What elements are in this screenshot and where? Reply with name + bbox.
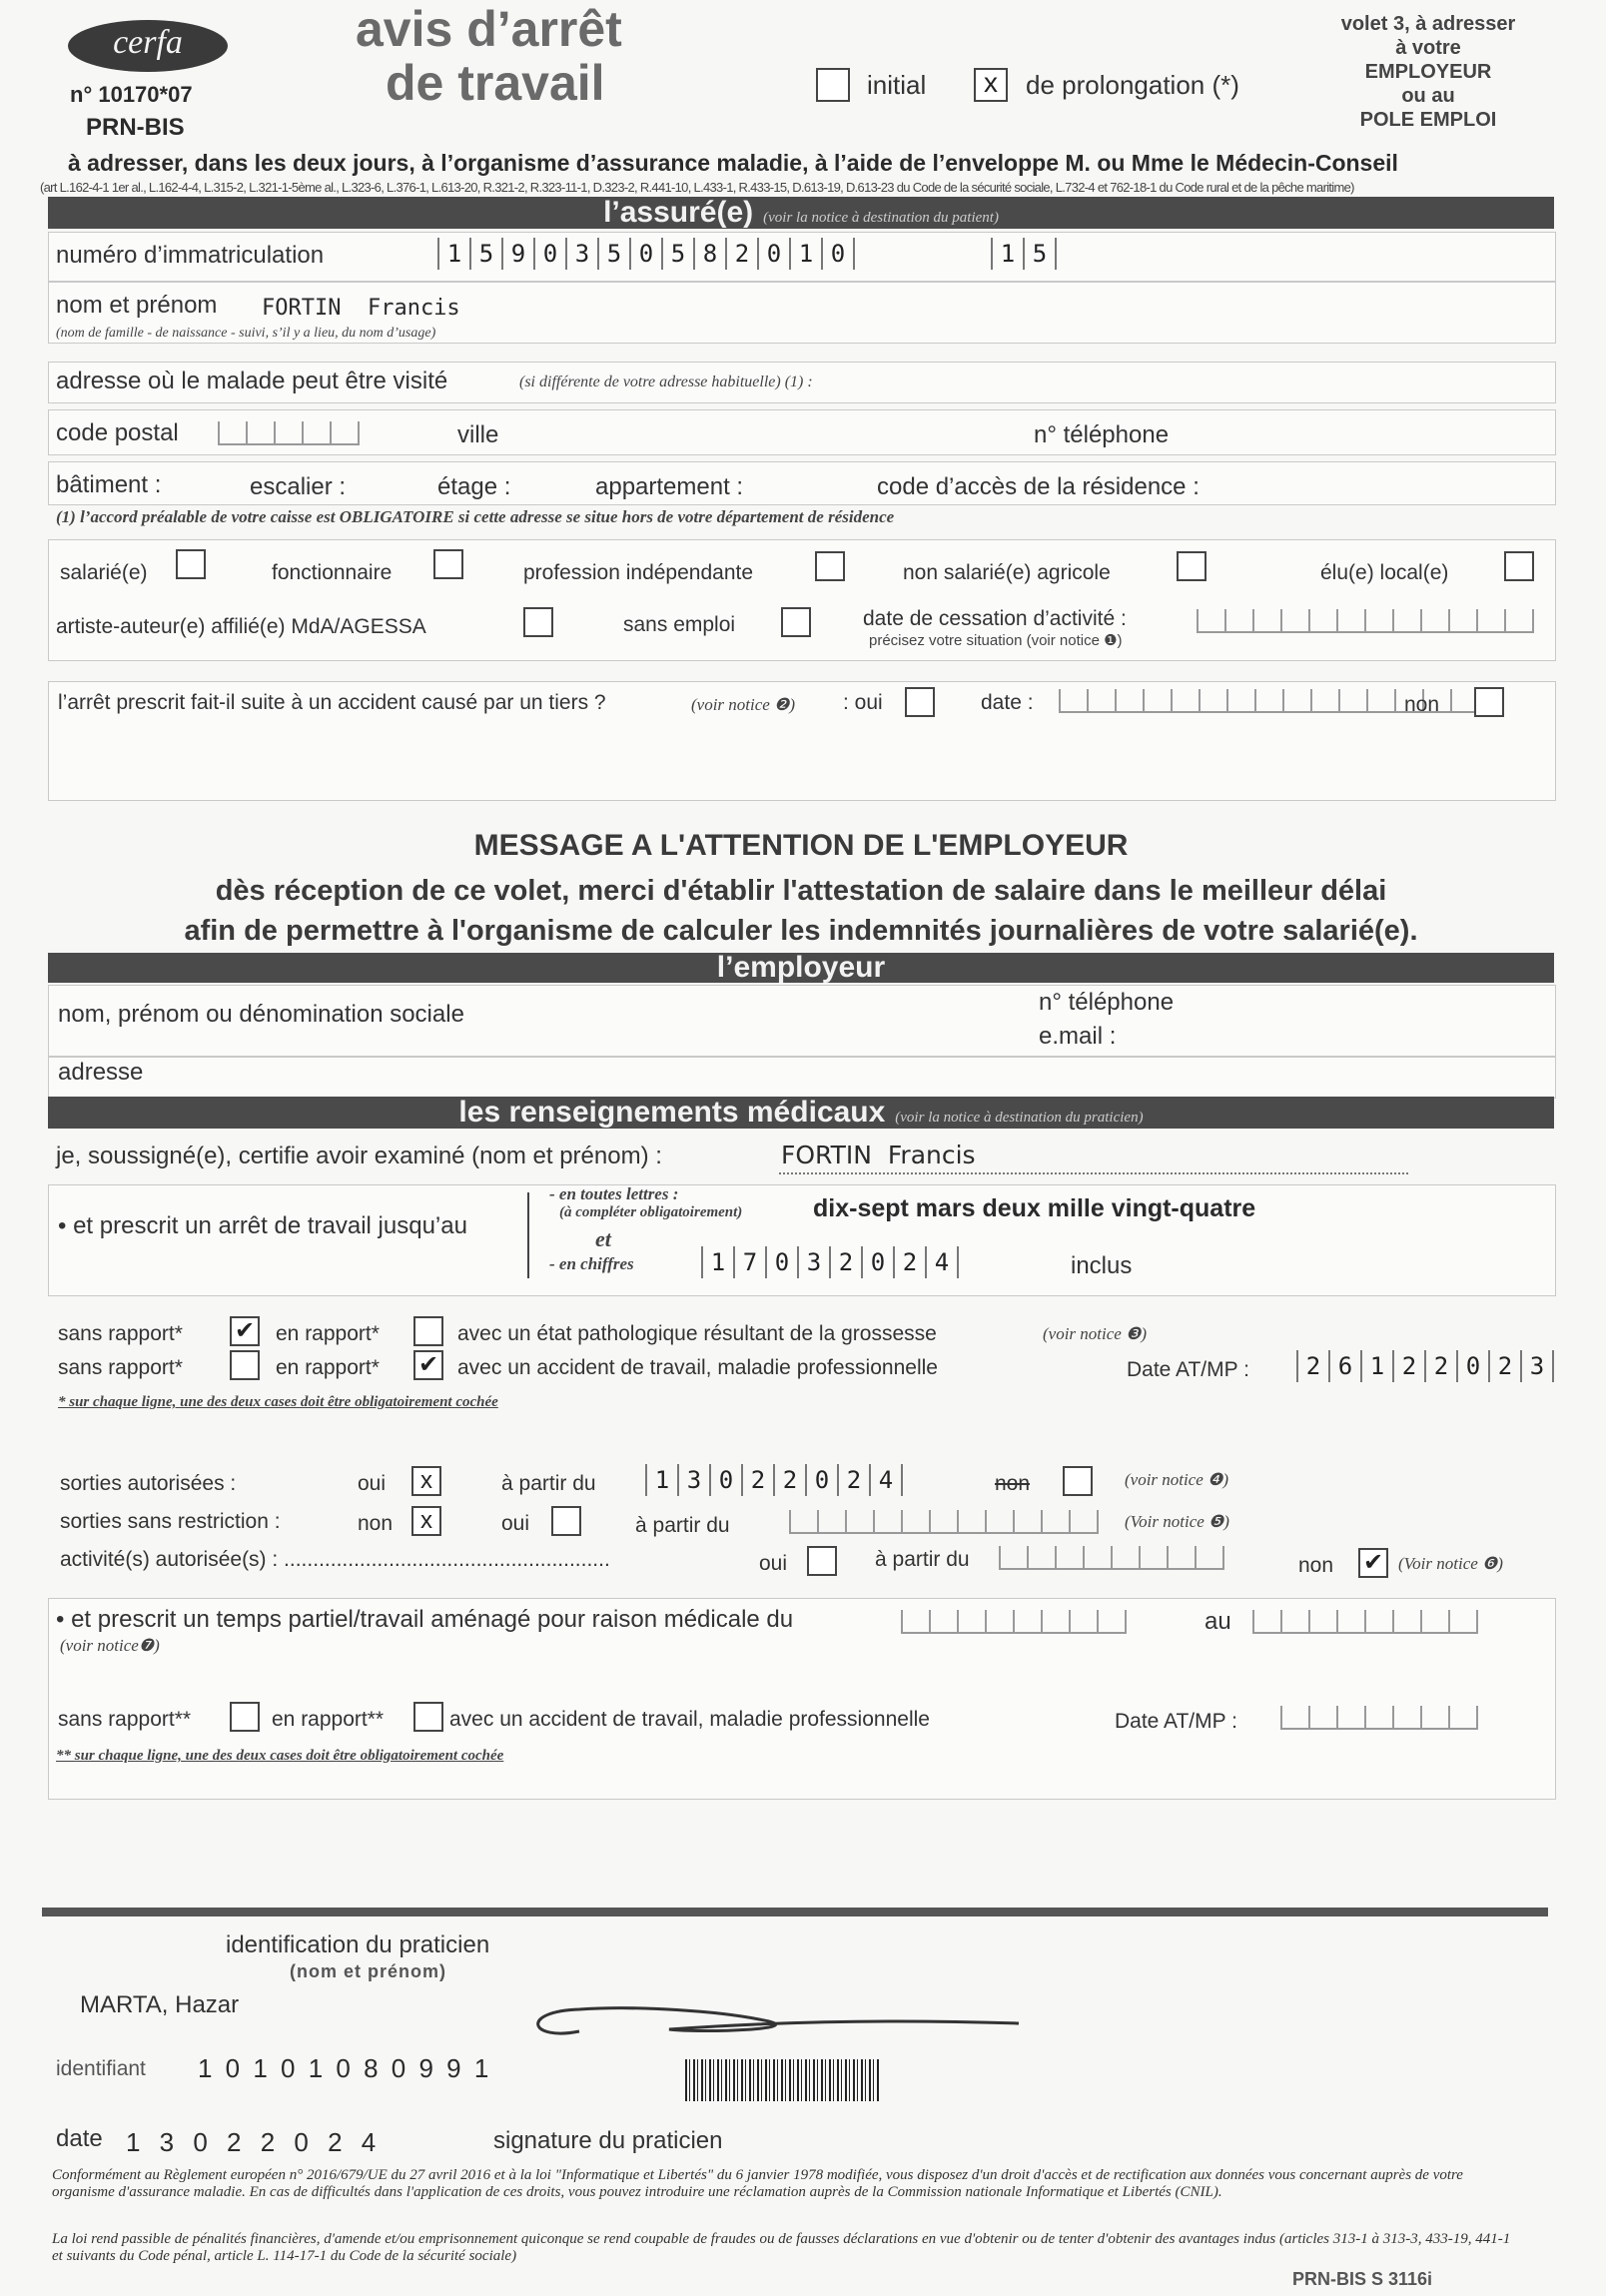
footer-legal-2: La loi rend passible de pénalités financières, d'amende et/ou emprisonnement quiconque se rend coupable de fraudes ou de fausses déclarations en vue d'obtenir ou de tenter d'obtenir des avantages indus (articles 313-1 à 313-3, 433-19, 441-1 et suivants du Code pénal, article L. 114-17-1 du Code de la sécurité sociale) bbox=[52, 2231, 1511, 2264]
volet-line4: ou au bbox=[1401, 85, 1455, 107]
sans-restriction-label: sorties sans restriction : bbox=[60, 1510, 281, 1533]
sans-rapport-checkbox-2[interactable] bbox=[230, 1350, 260, 1380]
arret-brace bbox=[527, 1192, 535, 1278]
employeur-section-title: l’employeur bbox=[716, 951, 886, 984]
access-label: code d’accès de la résidence : bbox=[877, 473, 1200, 500]
address-note: (si différente de votre adresse habituelle) (1) : bbox=[519, 374, 813, 390]
status-box bbox=[48, 539, 1556, 661]
praticien-ident-title: identification du praticien bbox=[226, 1931, 490, 1958]
sans-restriction-oui-label: oui bbox=[501, 1512, 530, 1535]
sans-rapport-label-3: sans rapport** bbox=[58, 1708, 192, 1731]
address-label: adresse où le malade peut être visité bbox=[56, 368, 448, 394]
prolongation-checkbox[interactable]: x bbox=[974, 68, 1008, 102]
sans-restriction-oui-checkbox[interactable] bbox=[551, 1506, 581, 1536]
letters-label: - en toutes lettres : bbox=[549, 1184, 679, 1203]
cessation-date-cells[interactable] bbox=[1197, 609, 1534, 633]
sorties-oui-checkbox[interactable]: x bbox=[411, 1466, 441, 1496]
notice-4: (voir notice ❹) bbox=[1125, 1470, 1228, 1489]
en-rapport-checkbox-1[interactable] bbox=[413, 1316, 443, 1346]
status-agricole-label: non salarié(e) agricole bbox=[903, 561, 1111, 584]
arret-box bbox=[48, 1184, 1556, 1296]
date-atmp-label-2: Date AT/MP : bbox=[1115, 1710, 1237, 1733]
message-line2: afin de permettre à l'organisme de calculer les indemnités journalières de votre salarié(e). bbox=[184, 915, 1418, 947]
activites-oui-checkbox[interactable] bbox=[807, 1546, 837, 1576]
date-label: date bbox=[56, 2125, 103, 2152]
accident-non-checkbox[interactable] bbox=[1474, 687, 1504, 717]
accident-date-label: date : bbox=[981, 691, 1034, 714]
date-atmp-digits[interactable]: 2 6 1 2 2 0 2 3 bbox=[1296, 1350, 1554, 1382]
activites-label: activité(s) autorisée(s) : ........................................................ bbox=[60, 1548, 610, 1571]
activites-a-partir-label: à partir du bbox=[875, 1548, 970, 1571]
date-atmp-label: Date AT/MP : bbox=[1127, 1358, 1249, 1381]
status-elu-checkbox[interactable] bbox=[1504, 551, 1534, 581]
medical-section-note: (voir la notice à destination du praticien) bbox=[895, 1110, 1144, 1126]
sorties-oui-label: oui bbox=[358, 1472, 387, 1495]
status-fonctionnaire-checkbox[interactable] bbox=[433, 549, 463, 579]
form-code: PRN-BIS bbox=[86, 114, 185, 141]
accident-oui-checkbox[interactable] bbox=[905, 687, 935, 717]
accident-question: l’arrêt prescrit fait-il suite à un accident causé par un tiers ? bbox=[58, 691, 606, 714]
message-title: MESSAGE A L'ATTENTION DE L'EMPLOYEUR bbox=[473, 829, 1129, 862]
name-note: (nom de famille - de naissance - suivi, s’il y a lieu, du nom d’usage) bbox=[56, 326, 436, 341]
employeur-email-label: e.mail : bbox=[1039, 1023, 1117, 1050]
immat-label: numéro d’immatriculation bbox=[56, 242, 325, 269]
grossesse-note: (voir notice ❸) bbox=[1043, 1324, 1147, 1343]
status-sans-emploi-checkbox[interactable] bbox=[781, 607, 811, 637]
cerfa-logo-text: cerfa bbox=[113, 24, 183, 61]
sans-restriction-non-label: non bbox=[358, 1512, 394, 1535]
temps-partiel-from-cells[interactable] bbox=[901, 1610, 1127, 1634]
sorties-non-checkbox[interactable] bbox=[1063, 1466, 1093, 1496]
phone-label: n° téléphone bbox=[1034, 421, 1170, 448]
status-salarie-label: salarié(e) bbox=[60, 561, 148, 584]
volet-line1: volet 3, à adresser bbox=[1340, 13, 1516, 35]
certify-dotted-line bbox=[779, 1172, 1408, 1174]
cerfa-number: n° 10170*07 bbox=[70, 82, 193, 107]
sorties-non-label: non bbox=[995, 1472, 1031, 1495]
notice-7: (voir notice❼) bbox=[60, 1636, 160, 1655]
footnote-star-2: ** sur chaque ligne, une des deux cases doit être obligatoirement cochée bbox=[56, 1748, 504, 1764]
grossesse-label: avec un état pathologique résultant de la grossesse bbox=[457, 1322, 937, 1345]
notice-6: (Voir notice ❻) bbox=[1398, 1554, 1503, 1573]
sorties-label: sorties autorisées : bbox=[60, 1472, 237, 1495]
identifiant-value: 1 0 1 0 1 0 8 0 9 9 1 bbox=[198, 2053, 492, 2083]
building-label: bâtiment : bbox=[56, 471, 162, 498]
atmp-label-2: avec un accident de travail, maladie professionnelle bbox=[449, 1708, 930, 1731]
arret-label: • et prescrit un arrêt de travail jusqu’au bbox=[58, 1212, 467, 1239]
sans-restriction-non-checkbox[interactable]: x bbox=[411, 1506, 441, 1536]
cessation-note: précisez votre situation (voir notice ❶) bbox=[869, 632, 1123, 649]
footnote-1: (1) l’accord préalable de votre caisse est OBLIGATOIRE si cette adresse se situe hors de votre département de résidence bbox=[56, 507, 895, 526]
postal-cells[interactable] bbox=[218, 421, 360, 445]
sans-rapport-checkbox-1[interactable]: ✔ bbox=[230, 1316, 260, 1346]
stair-label: escalier : bbox=[250, 473, 347, 500]
sans-rapport-label-1: sans rapport* bbox=[58, 1322, 183, 1345]
footer-code: PRN-BIS S 3116i bbox=[1292, 2269, 1433, 2289]
immat-digits[interactable]: 1 5 9 0 3 5 0 5 8 2 0 1 0 bbox=[437, 238, 855, 270]
et-label: et bbox=[595, 1226, 611, 1251]
certify-value[interactable]: FORTIN Francis bbox=[781, 1141, 976, 1169]
en-rapport-label-1: en rapport* bbox=[276, 1322, 380, 1345]
status-fonctionnaire-label: fonctionnaire bbox=[272, 561, 393, 584]
assure-section-bar bbox=[48, 197, 1554, 229]
identifiant-label: identifiant bbox=[56, 2057, 146, 2080]
status-salarie-checkbox[interactable] bbox=[176, 549, 206, 579]
initial-checkbox[interactable] bbox=[816, 68, 850, 102]
certify-label: je, soussigné(e), certifie avoir examiné (nom et prénom) : bbox=[56, 1143, 662, 1169]
status-sans-emploi-label: sans emploi bbox=[623, 613, 736, 636]
sending-instruction: à adresser, dans les deux jours, à l’organisme d’assurance maladie, à l’aide de l’enveloppe M. ou Mme le Médecin-Conseil bbox=[68, 150, 1398, 176]
volet-block bbox=[1288, 12, 1568, 132]
assure-section-title: l’assuré(e) bbox=[603, 196, 754, 229]
cessation-label: date de cessation d’activité : bbox=[863, 607, 1127, 630]
name-label: nom et prénom bbox=[56, 292, 218, 319]
praticien-name: MARTA, Hazar bbox=[80, 1991, 240, 2018]
volet-line5: POLE EMPLOI bbox=[1359, 109, 1497, 131]
footer-legal-1: Conformément au Règlement européen n° 2016/679/UE du 27 avril 2016 et à la loi "Informatique et Libertés" du 6 janvier 1978 modifiée, vous disposez d'un droit d'accès et de rectification aux données vous concernant auprès de votre organisme d'assurance maladie. En cas de difficultés dans l'application de ces droits, vous pouvez introduire une réclamation auprès de la Commission nationale Informatique et Libertés (CNIL). bbox=[52, 2167, 1463, 2200]
sans-restriction-a-partir-label: à partir du bbox=[635, 1514, 730, 1537]
postal-label: code postal bbox=[56, 419, 179, 446]
activites-non-label: non bbox=[1298, 1554, 1334, 1577]
letters-value[interactable]: dix-sept mars deux mille vingt-quatre bbox=[813, 1194, 1256, 1222]
en-rapport-checkbox-2[interactable]: ✔ bbox=[413, 1350, 443, 1380]
medical-section-title: les renseignements médicaux bbox=[458, 1096, 886, 1129]
medical-section-bar bbox=[48, 1097, 1554, 1129]
en-rapport-label-2: en rapport* bbox=[276, 1356, 380, 1379]
title-line1: avis d’arrêt bbox=[356, 1, 622, 57]
date-atmp-cells-2[interactable] bbox=[1280, 1706, 1478, 1730]
initial-label: initial bbox=[867, 70, 927, 100]
floor-label: étage : bbox=[437, 473, 511, 500]
employeur-phone-label: n° téléphone bbox=[1039, 989, 1175, 1016]
legal-references: (art L.162-4-1 1er al., L.162-4-4, L.315-2, L.321-1-5ème al., L.323-6, L.376-1, L.613-20, R.321-2, R.323-11-1, D.323-2, R.441-10, L.433-1, R.433-15, D.613-19, D.613-23 du Code de la sécurité sociale, L.732-4 et 762-18-1 du Code rural et de la pêche maritime) bbox=[40, 180, 1354, 195]
status-artiste-label: artiste-auteur(e) affilié(e) MdA/AGESSA bbox=[56, 615, 426, 638]
status-independant-label: profession indépendante bbox=[523, 561, 754, 584]
status-independant-checkbox[interactable] bbox=[815, 551, 845, 581]
volet-line2: à votre bbox=[1395, 37, 1461, 59]
activites-oui-label: oui bbox=[759, 1552, 788, 1575]
accident-note: (voir notice ❷) bbox=[691, 695, 795, 714]
temps-partiel-to-cells[interactable] bbox=[1252, 1610, 1478, 1634]
en-rapport-checkbox-3[interactable] bbox=[413, 1702, 443, 1732]
sorties-date-digits[interactable]: 1 3 0 2 2 0 2 4 bbox=[645, 1464, 903, 1496]
inclus-label: inclus bbox=[1071, 1252, 1133, 1279]
city-label: ville bbox=[457, 421, 499, 448]
status-elu-label: élu(e) local(e) bbox=[1320, 561, 1449, 584]
figures-digits[interactable]: 1 7 0 3 2 0 2 4 bbox=[701, 1246, 959, 1278]
activites-non-checkbox[interactable]: ✔ bbox=[1358, 1548, 1388, 1578]
status-artiste-checkbox[interactable] bbox=[523, 607, 553, 637]
name-value[interactable]: FORTIN Francis bbox=[262, 296, 460, 321]
accident-oui-label: : oui bbox=[843, 691, 883, 714]
employeur-address-row bbox=[48, 1057, 1556, 1099]
title-line2: de travail bbox=[386, 55, 605, 111]
praticien-ident-sub: (nom et prénom) bbox=[290, 1961, 446, 1981]
sans-rapport-checkbox-3[interactable] bbox=[230, 1702, 260, 1732]
immat-key-digits[interactable]: 1 5 bbox=[991, 238, 1057, 270]
message-line1: dès réception de ce volet, merci d'établir l'attestation de salaire dans le meilleur délai bbox=[215, 875, 1387, 907]
status-agricole-checkbox[interactable] bbox=[1177, 551, 1206, 581]
figures-label: - en chiffres bbox=[549, 1254, 634, 1273]
letters-note: (à compléter obligatoirement) bbox=[559, 1204, 743, 1220]
sans-rapport-label-2: sans rapport* bbox=[58, 1356, 183, 1379]
praticien-barcode bbox=[685, 2059, 881, 2101]
volet-line3: EMPLOYEUR bbox=[1364, 61, 1492, 83]
employeur-name-label: nom, prénom ou dénomination sociale bbox=[58, 1001, 464, 1028]
sorties-a-partir-label: à partir du bbox=[501, 1472, 596, 1495]
praticien-separator bbox=[42, 1908, 1548, 1916]
prolongation-label: de prolongation (*) bbox=[1026, 70, 1239, 100]
assure-section-note: (voir la notice à destination du patient) bbox=[763, 210, 999, 226]
notice-5: (Voir notice ❺) bbox=[1125, 1512, 1229, 1531]
date-value: 1 3 0 2 2 0 2 4 bbox=[126, 2127, 383, 2157]
signature-label: signature du praticien bbox=[493, 2127, 723, 2154]
accident-non-label: non bbox=[1404, 693, 1440, 716]
employeur-section-bar bbox=[48, 953, 1554, 983]
en-rapport-label-3: en rapport** bbox=[272, 1708, 385, 1731]
employeur-address-label: adresse bbox=[58, 1059, 144, 1086]
activites-date-cells[interactable] bbox=[999, 1546, 1224, 1570]
atmp-label: avec un accident de travail, maladie professionnelle bbox=[457, 1356, 938, 1379]
footnote-star: * sur chaque ligne, une des deux cases doit être obligatoirement cochée bbox=[58, 1394, 498, 1410]
temps-partiel-label: • et prescrit un temps partiel/travail aménagé pour raison médicale du bbox=[56, 1606, 794, 1633]
temps-partiel-au-label: au bbox=[1204, 1608, 1231, 1635]
sans-restriction-date-cells[interactable] bbox=[789, 1510, 1099, 1534]
apartment-label: appartement : bbox=[595, 473, 744, 500]
